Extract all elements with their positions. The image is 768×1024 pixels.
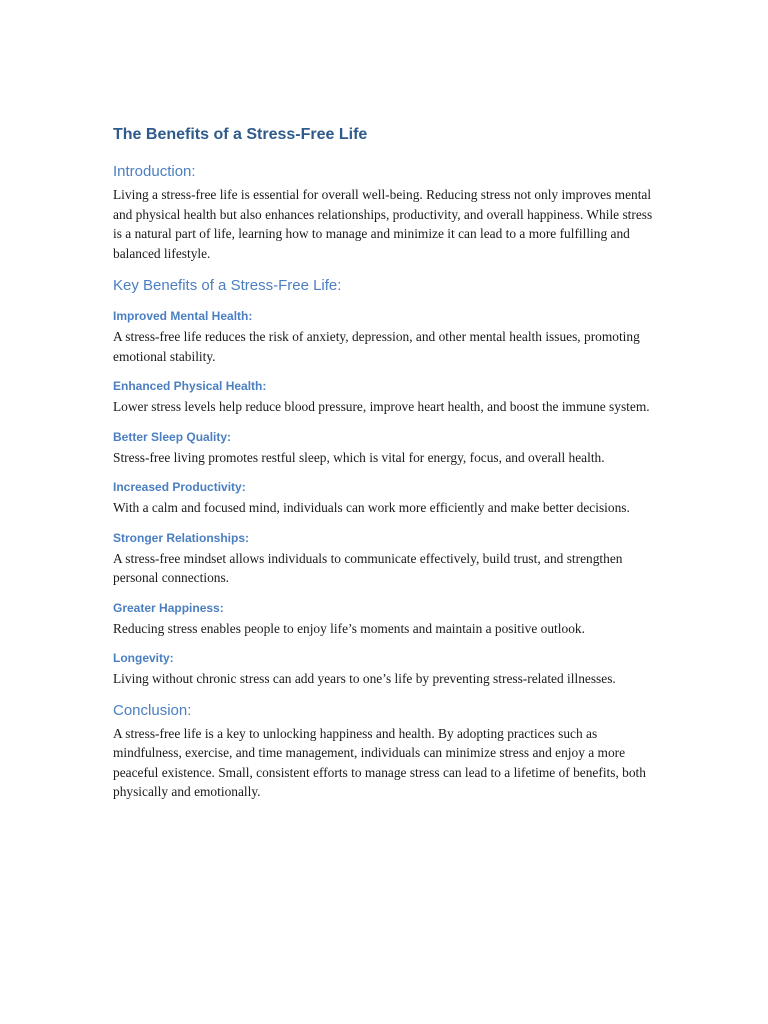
benefit-text: A stress-free life reduces the risk of anxiety, depression, and other mental health issues, promoting emotional stability. — [113, 329, 640, 364]
benefit-heading: Improved Mental Health: — [113, 309, 253, 323]
introduction-section — [113, 162, 658, 263]
benefit-text: With a calm and focused mind, individuals can work more efficiently and make better decisions. — [113, 500, 630, 515]
conclusion-heading: Conclusion: — [113, 701, 192, 719]
benefit-item — [113, 479, 658, 518]
benefit-heading: Enhanced Physical Health: — [113, 379, 267, 393]
introduction-heading: Introduction: — [113, 163, 196, 180]
introduction-paragraph: Living a stress-free life is essential for overall well-being. Reducing stress not only improves mental and physical health but also enhances relationships, productivity, and overall happiness. While stress is a natural part of life, learning how to manage and minimize it can lead to a more fulfilling and balanced lifestyle. — [113, 187, 653, 261]
benefits-heading: Key Benefits of a Stress-Free Life: — [113, 277, 342, 294]
benefit-item — [113, 378, 658, 417]
benefit-item — [113, 650, 658, 689]
benefit-heading: Better Sleep Quality: — [113, 429, 232, 444]
benefit-text: Stress-free living promotes restful sleep, which is vital for energy, focus, and overall health. — [113, 449, 605, 465]
benefit-heading: Stronger Relationships: — [113, 530, 250, 545]
document-page — [113, 124, 658, 815]
benefit-item — [113, 308, 658, 366]
benefit-text: A stress-free mindset allows individuals to communicate effectively, build trust, and strengthen personal connections. — [113, 550, 623, 585]
conclusion-paragraph: A stress-free life is a key to unlocking happiness and health. By adopting practices such as mindfulness, exercise, and time management, individuals can minimize stress and enjoy a more peaceful existence. Small, consistent efforts to manage stress can lead to a lifetime of benefits, both physically and emotionally. — [113, 725, 646, 799]
benefit-item — [113, 429, 658, 468]
benefit-item — [113, 530, 658, 588]
conclusion-section — [113, 701, 658, 802]
benefit-text: Reducing stress enables people to enjoy life’s moments and maintain a positive outlook. — [113, 620, 585, 636]
benefit-heading: Greater Happiness: — [113, 600, 224, 615]
document-title: The Benefits of a Stress-Free Life — [113, 126, 368, 143]
benefit-item — [113, 600, 658, 639]
benefit-heading: Increased Productivity: — [113, 480, 246, 494]
benefit-text: Living without chronic stress can add years to one’s life by preventing stress-related illnesses. — [113, 671, 616, 686]
benefit-text: Lower stress levels help reduce blood pressure, improve heart health, and boost the immune system. — [113, 399, 650, 414]
benefit-heading: Longevity: — [113, 651, 174, 665]
